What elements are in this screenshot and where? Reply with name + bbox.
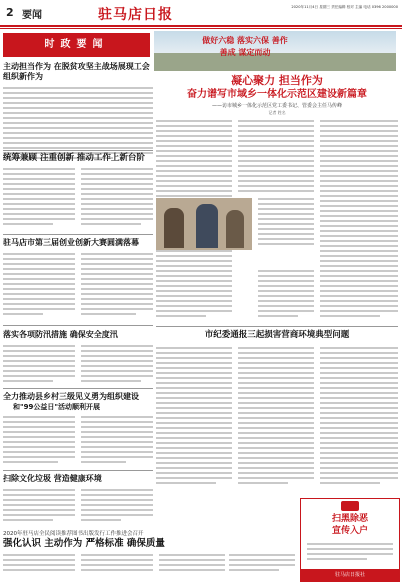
- article-body: [3, 166, 153, 236]
- lead-photo: [156, 198, 252, 250]
- ad-title: [305, 513, 395, 537]
- article-8-body: [156, 345, 398, 495]
- lead-subtitle: ——访市城乡一体化示范区党工委书记、管委会主任马传峰: [211, 103, 342, 109]
- article-body: [3, 251, 153, 325]
- ad-title-line-1: 扫黑除恶: [331, 514, 368, 524]
- page-number: 2: [6, 6, 14, 19]
- photo-person: [226, 210, 244, 248]
- article-body: [3, 414, 153, 474]
- lead-title-2: 奋力谱写市域乡一体化示范区建设新篇章: [187, 89, 367, 100]
- article-6[interactable]: [3, 473, 153, 529]
- lead-byline: 记者 姓名: [268, 110, 286, 115]
- article-4[interactable]: [3, 329, 153, 387]
- article-kicker: 2020年驻马店全民阅读推荐图书出版发行工作推进会召开: [3, 531, 144, 537]
- article-2[interactable]: [3, 152, 153, 236]
- top-photo: [154, 31, 396, 71]
- divider: [3, 470, 153, 471]
- article-3[interactable]: [3, 237, 153, 325]
- divider: [156, 326, 398, 327]
- article-7[interactable]: [3, 530, 295, 578]
- article-8[interactable]: [156, 329, 398, 341]
- article-title: 主动担当作为 在脱贫攻坚主战场展现工会组织新作为: [3, 62, 150, 81]
- article-body: [3, 487, 153, 529]
- article-title: 扫除文化垃圾 营造健康环境: [3, 474, 102, 483]
- divider: [3, 388, 153, 389]
- ad-footer: 驻马店日报社: [301, 569, 399, 581]
- article-title: 市纪委通报三起损害营商环境典型问题: [204, 330, 350, 340]
- photo-slogan: 做好六稳 落实六保 善作善成 谋定而动: [202, 36, 288, 57]
- section-name: 要闻: [22, 10, 42, 21]
- article-5[interactable]: [3, 391, 153, 474]
- article-title: 驻马店市第三届创业创新大赛圆满落幕: [3, 238, 139, 247]
- article-title: 全力推动县乡村三级见义勇为组织建设: [3, 392, 139, 401]
- article-body: [3, 552, 295, 578]
- header-rule: [0, 25, 402, 27]
- paper-name: 驻马店日报: [98, 7, 173, 23]
- photo-person: [196, 204, 218, 248]
- divider: [3, 325, 153, 326]
- ad-title-line-2: 宣传入户: [331, 526, 368, 536]
- ad-emblem-icon: [341, 501, 359, 511]
- divider: [3, 150, 153, 151]
- article-1[interactable]: [3, 62, 153, 163]
- photo-person: [164, 208, 184, 248]
- article-title: 统筹兼顾 注重创新 推动工作上新台阶: [3, 153, 145, 163]
- article-title: 落实各项防汛措施 确保安全度汛: [3, 330, 118, 339]
- section-banner: 时政要闻: [3, 33, 150, 57]
- article-title: 强化认识 主动作为 严格标准 确保质量: [3, 538, 165, 549]
- header-rule-thin: [0, 28, 402, 29]
- article-subtitle: 和"99公益日"活动顺利开展: [13, 403, 101, 411]
- ad-box[interactable]: [300, 498, 400, 582]
- lead-article[interactable]: [156, 74, 398, 116]
- divider: [3, 234, 153, 235]
- ad-text-block: [307, 541, 393, 565]
- article-body: [3, 343, 153, 387]
- lead-title-1: 凝心聚力 担当作为: [231, 74, 323, 87]
- issue-info: 2020年11月4日 星期三 责任编辑 校对 主编 电话 0396 2000000: [291, 5, 398, 9]
